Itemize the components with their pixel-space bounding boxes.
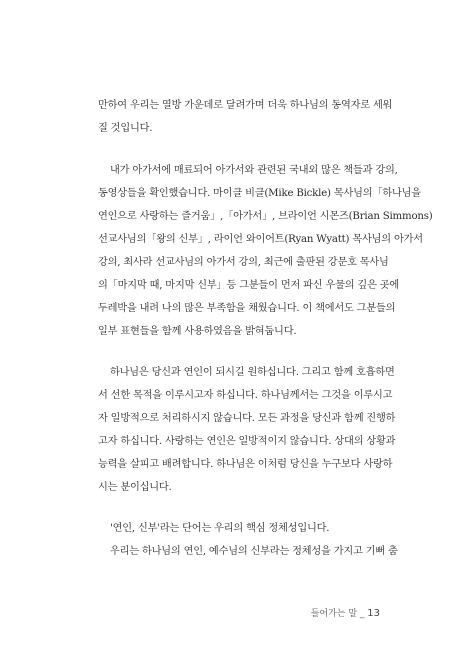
page-footer bbox=[300, 606, 380, 619]
body-line: 고자 하십니다. 사랑하는 연인은 일방적이지 않습니다. 상대의 상황과 bbox=[98, 436, 396, 447]
body-line: 우리는 하나님의 연인, 예수님의 신부라는 정체성을 가지고 기뻐 춤 bbox=[110, 546, 398, 557]
body-line: 서 선한 목적을 이루시고자 하십니다. 하나님께서는 그것을 이루시고 bbox=[98, 390, 393, 401]
body-line: 강의, 최사라 선교사님의 아가서 강의, 최근에 출판된 강문호 목사님 bbox=[98, 257, 389, 268]
body-line: 만하여 우리는 열방 가운데로 달려가며 더욱 하나님의 동역자로 세워 bbox=[98, 100, 393, 111]
body-line: 능력을 살피고 배려합니다. 하나님은 이처럼 당신을 누구보다 사랑하 bbox=[98, 459, 393, 470]
body-line: 선교사님의「왕의 신부」, 라이언 와이어트(Ryan Wyatt) 목사님의 아가서 bbox=[98, 234, 423, 245]
body-line: 하나님은 당신과 연인이 되시길 원하십니다. 그리고 함께 호흡하면 bbox=[110, 367, 395, 378]
body-line: '연인, 신부'라는 단어는 우리의 핵심 정체성입니다. bbox=[110, 523, 330, 534]
chapter-label: 들어가는 말 _ bbox=[310, 609, 365, 619]
body-line: 자 일방적으로 처리하시지 않습니다. 모든 과정을 당신과 함께 진행하 bbox=[98, 413, 396, 424]
body-line: 연인으로 사랑하는 즐거움」,「아가서」, 브라이언 시몬즈(Brian Simmons) bbox=[98, 211, 433, 222]
body-line: 시는 분이십니다. bbox=[98, 482, 172, 493]
page-number: 13 bbox=[367, 608, 380, 619]
body-line: 내가 아가서에 매료되어 아가서와 관련된 국내외 많은 책들과 강의, bbox=[110, 165, 398, 176]
body-line: 의「마지막 때, 마지막 신부」등 그분들이 먼저 파신 우물의 깊은 곳에 bbox=[98, 280, 400, 291]
body-line: 두레박을 내려 나의 많은 부족함을 채웠습니다. 이 책에서도 그분들의 bbox=[98, 303, 396, 314]
body-line: 동영상들을 확인했습니다. 마이클 비클(Mike Bickle) 목사님의「하나님을 bbox=[98, 188, 421, 199]
body-line: 일부 표현들을 함께 사용하였음을 밝혀둡니다. bbox=[98, 326, 297, 337]
body-line: 질 것입니다. bbox=[98, 123, 153, 134]
